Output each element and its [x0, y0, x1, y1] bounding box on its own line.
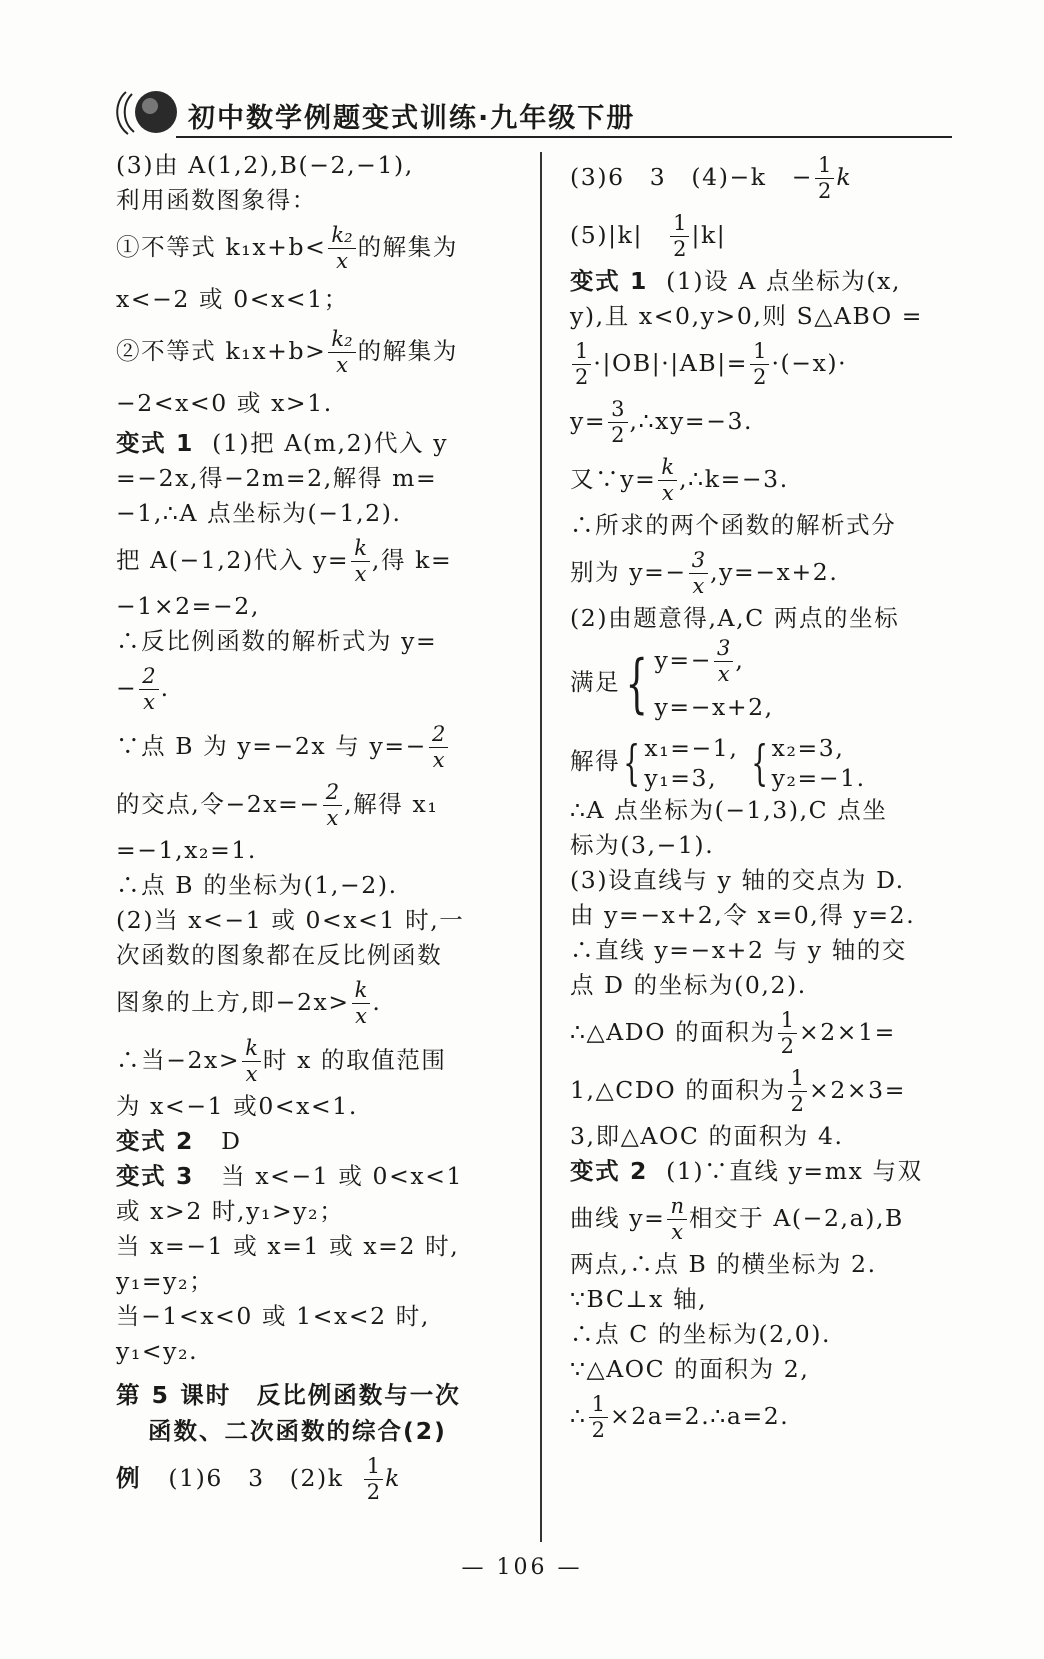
- section-title: 函数、二次函数的综合(2): [148, 1417, 447, 1445]
- text-line: −2<x<0 或 x>1.: [116, 389, 333, 417]
- text-line: −1×2=−2,: [116, 592, 260, 620]
- text-line: ∵△AOC 的面积为 2,: [570, 1355, 810, 1383]
- header-rule: [176, 136, 952, 138]
- text-line: 变式 2 D: [116, 1127, 242, 1155]
- text-line: (2)由题意得,A,C 两点的坐标: [570, 604, 900, 632]
- example-label: 例: [116, 1464, 142, 1492]
- text-line: 把 A(−1,2)代入 y= $\frac{k}{x}$ ,得 k=: [116, 536, 453, 586]
- text-line: (5)|k| $\frac{1}{2}$ |k|: [570, 211, 727, 261]
- fraction: $\frac{2}{x}$: [139, 666, 158, 713]
- text-line: ∴点 B 的坐标为(1,−2).: [116, 871, 398, 899]
- fraction: $\frac{1}{2}$: [750, 341, 769, 388]
- fraction: $\frac{3}{x}$: [714, 638, 733, 685]
- text-line: 为 x<−1 或0<x<1.: [116, 1092, 358, 1120]
- text-line: ∵BC⊥x 轴,: [570, 1285, 708, 1313]
- text-line: 利用函数图象得：: [116, 186, 317, 214]
- text-line: 1,△CDO 的面积为 $\frac{1}{2}$ ×2×3=: [570, 1066, 907, 1116]
- fraction: $\frac{1}{2}$: [670, 213, 689, 260]
- variant-label: 变式 1: [116, 429, 194, 457]
- variant-label: 变式 1: [570, 267, 648, 295]
- fraction: $\frac{3}{x}$: [689, 550, 708, 597]
- variant-label: 变式 2: [116, 1127, 194, 1155]
- text-line: 3,即△AOC 的面积为 4.: [570, 1122, 844, 1150]
- text-line: 变式 2 (1)∵直线 y=mx 与双: [570, 1157, 923, 1185]
- text-line: 次函数的图象都在反比例函数: [116, 941, 443, 969]
- brace-icon: {: [625, 646, 650, 721]
- brace-icon: {: [623, 734, 642, 791]
- text-line: 图象的上方,即−2x> $\frac{k}{x}$ .: [116, 978, 382, 1028]
- text-line: ∴所求的两个函数的解析式分: [570, 511, 897, 539]
- text-line: 当 x=−1 或 x=1 或 x=2 时,: [116, 1232, 460, 1260]
- page-header: [112, 82, 952, 142]
- text-line: (3)6 3 (4)−k − $\frac{1}{2}$ k: [570, 153, 853, 203]
- fraction: $\frac{\text{k₂}}{x}$: [328, 225, 355, 272]
- fraction: $\frac{3}{2}$: [608, 399, 627, 446]
- text-line: (2)当 x<−1 或 0<x<1 时,一: [116, 906, 465, 934]
- left-column: [116, 148, 511, 1507]
- fraction: $\frac{k}{x}$: [351, 538, 370, 585]
- text-line: 曲线 y= $\frac{n}{x}$ 相交于 A(−2,a),B: [570, 1194, 904, 1244]
- page-number: — 106 —: [461, 1555, 583, 1580]
- text-line: ∴A 点坐标为(−1,3),C 点坐: [570, 796, 888, 824]
- fraction: $\frac{1}{2}$: [788, 1068, 807, 1115]
- fraction: $\frac{\text{k₂}}{x}$: [328, 329, 355, 376]
- text-line: ∴点 C 的坐标为(2,0).: [570, 1320, 832, 1348]
- brace-icon: {: [750, 734, 769, 791]
- fraction: $\frac{k}{x}$: [242, 1038, 261, 1085]
- text-line: y₁<y₂.: [116, 1337, 199, 1365]
- variant-label: 变式 2: [570, 1157, 648, 1185]
- text-line: x<−2 或 0<x<1；: [116, 285, 349, 313]
- fraction: $\frac{1}{2}$: [572, 341, 591, 388]
- text-line: ∴反比例函数的解析式为 y=: [116, 627, 438, 655]
- text-line: 点 D 的坐标为(0,2).: [570, 971, 807, 999]
- fraction: $\frac{1}{2}$: [815, 155, 834, 202]
- fraction: $\frac{2}{x}$: [323, 782, 342, 829]
- fraction: $\frac{1}{2}$: [589, 1394, 608, 1441]
- text-line: − $\frac{2}{x}$ .: [116, 664, 170, 714]
- text-line: ∴直线 y=−x+2 与 y 轴的交: [570, 936, 908, 964]
- text-line: y),且 x<0,y>0,则 S△ABO =: [570, 302, 924, 330]
- text-line: $\frac{1}{2}$ ·|OB|·|AB|= $\frac{1}{2}$ ·(−x)·: [570, 334, 965, 392]
- fraction: $\frac{2}{x}$: [429, 724, 448, 771]
- text-line: ∴△ADO 的面积为 $\frac{1}{2}$ ×2×1=: [570, 1008, 896, 1058]
- text-line: 变式 1 (1)把 A(m,2)代入 y: [116, 429, 449, 457]
- text-line: 两点,∴点 B 的横坐标为 2.: [570, 1250, 877, 1278]
- fraction: $\frac{1}{2}$: [364, 1456, 383, 1503]
- section-title: 第 5 课时 反比例函数与一次: [116, 1381, 461, 1409]
- text-line: y₁=y₂；: [116, 1267, 215, 1295]
- text-line: 或 x>2 时,y₁>y₂；: [116, 1197, 345, 1225]
- ring-logo-icon: [112, 86, 182, 138]
- text-line: =−1,x₂=1.: [116, 836, 257, 864]
- fraction: $\frac{n}{x}$: [667, 1196, 687, 1243]
- text-line: ∴ $\frac{1}{2}$ ×2a=2.∴a=2.: [570, 1392, 790, 1442]
- text-line: −1,∴A 点坐标为(−1,2).: [116, 499, 402, 527]
- text-line: (3)由 A(1,2),B(−2,−1),: [116, 151, 414, 179]
- text-line: ∵点 B 为 y=−2x 与 y=− $\frac{2}{x}$: [116, 717, 511, 775]
- text-line: 的交点,令−2x=− $\frac{2}{x}$ ,解得 x₁: [116, 780, 439, 830]
- text-line: =−2x,得−2m=2,解得 m=: [116, 464, 438, 492]
- variant-label: 变式 3: [116, 1162, 194, 1190]
- equation-system: 解得{ x₁=−1, y₁=3, { x₂=3, y₂=−1.: [570, 733, 866, 792]
- text-line: 别为 y=− $\frac{3}{x}$ ,y=−x+2.: [570, 548, 839, 598]
- header-title: 初中数学例题变式训练·九年级下册: [188, 103, 636, 134]
- text-line: 标为(3,−1).: [570, 831, 715, 859]
- equation-system: 满足{ y=− $\frac{3}{x}$ , y=−x+2,: [570, 636, 774, 721]
- text-line: 当−1<x<0 或 1<x<2 时,: [116, 1302, 430, 1330]
- text-line: (3)设直线与 y 轴的交点为 D.: [570, 866, 905, 894]
- fraction: $\frac{k}{x}$: [352, 980, 371, 1027]
- column-divider: [540, 152, 542, 1542]
- text-line: 变式 3 当 x<−1 或 0<x<1: [116, 1162, 464, 1190]
- text-line: ①不等式 k₁x+b< $\frac{\text{k₂}}{x}$ 的解集为: [116, 223, 458, 273]
- text-line: ∴当−2x> $\frac{k}{x}$ 时 x 的取值范围: [116, 1036, 447, 1086]
- text-line: 例 (1)6 3 (2)k $\frac{1}{2}$ k: [116, 1454, 402, 1504]
- fraction: $\frac{1}{2}$: [778, 1010, 797, 1057]
- right-column: [570, 148, 965, 1445]
- text-line: 又∵y= $\frac{k}{x}$ ,∴k=−3.: [570, 455, 789, 505]
- text-line: ②不等式 k₁x+b> $\frac{\text{k₂}}{x}$ 的解集为: [116, 327, 458, 377]
- text-line: 变式 1 (1)设 A 点坐标为(x,: [570, 267, 902, 295]
- text-line: y= $\frac{3}{2}$ ,∴xy=−3.: [570, 397, 754, 447]
- text-line: 由 y=−x+2,令 x=0,得 y=2.: [570, 901, 916, 929]
- fraction: $\frac{k}{x}$: [658, 457, 677, 504]
